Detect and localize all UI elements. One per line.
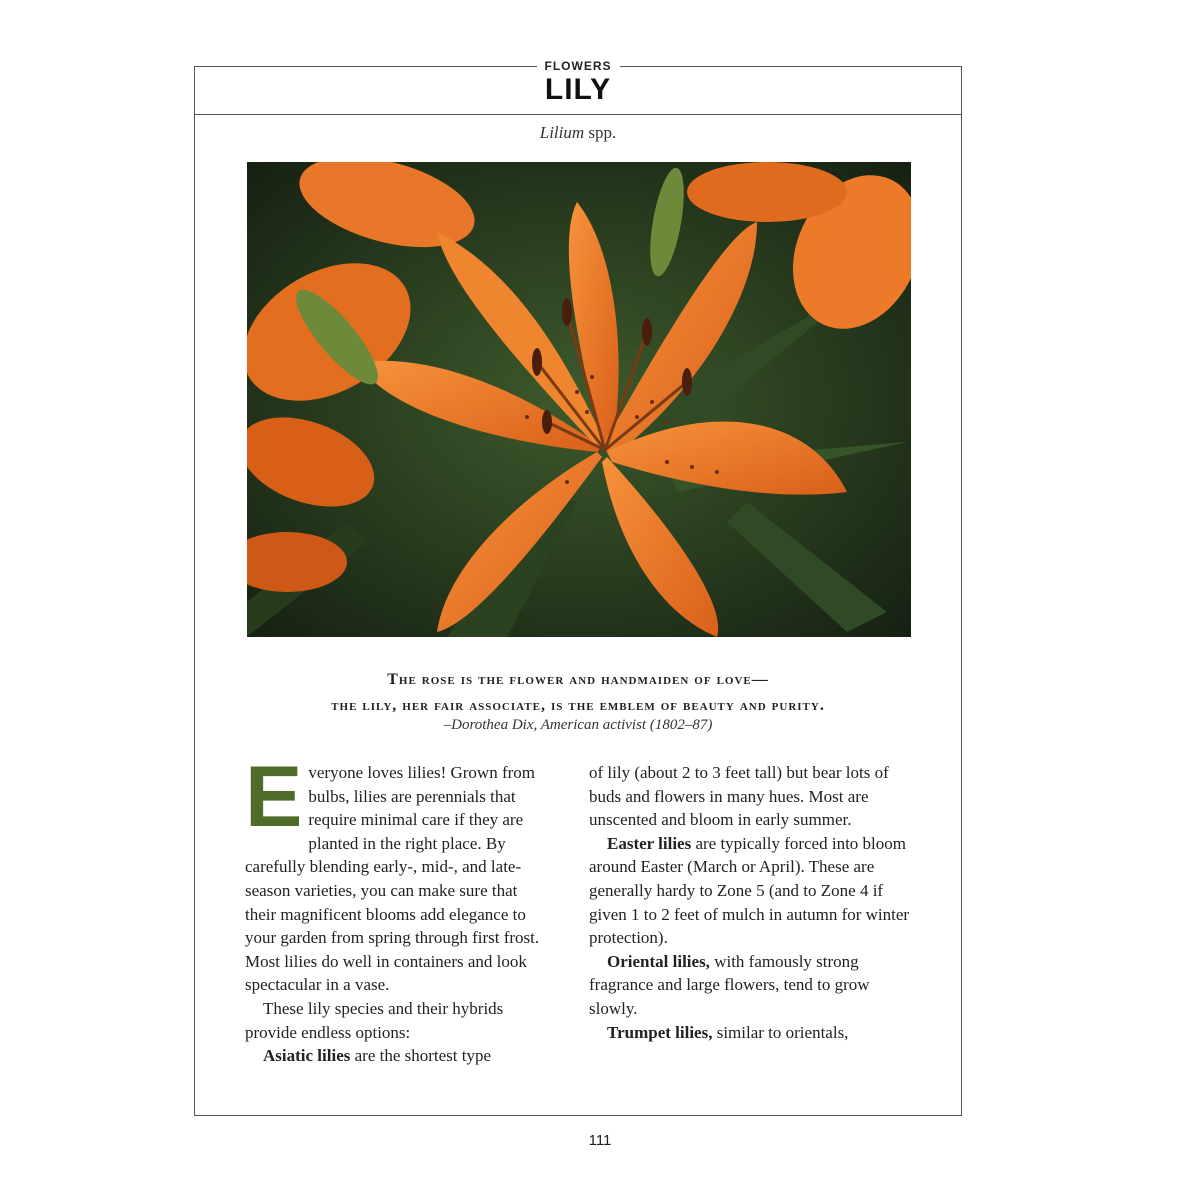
paragraph-3-text: are the shortest type	[350, 1046, 492, 1066]
term-asiatic: Asiatic lilies	[263, 1046, 351, 1066]
body-paragraph-3-continued: of lily (about 2 to 3 feet tall) but bear lots of buds and flowers in many hues. Most are unscented and bloom in early summer.	[589, 763, 889, 830]
drop-cap: E	[245, 749, 303, 845]
term-oriental: Oriental lilies,	[607, 951, 710, 971]
paragraph-4-text: are typically forced into bloom around Easter (March or April). These are generally hardy to Zone 5 (and to Zone 4 if given 1 to 2 feet of mulch in autumn for winter protection).	[589, 833, 910, 948]
paragraph-1-text: veryone loves lilies! Grown from bulbs, lilies are perennials that require minimal care if they are planted in the right place. By carefully blending early-, mid-, and late-season varieties, you can make sure that their magnificent blooms add elegance to your garden from spring through first frost. Most lilies do well in containers and look spectacular in a vase.	[245, 763, 540, 995]
title-divider	[195, 114, 961, 115]
lily-illustration	[247, 162, 911, 637]
quote-attribution: –Dorothea Dix, American activist (1802–87)	[443, 717, 713, 733]
latin-name	[195, 123, 961, 143]
latin-genus: Lilium	[539, 123, 585, 142]
latin-suffix: spp.	[584, 123, 617, 142]
term-trumpet: Trumpet lilies,	[607, 1022, 713, 1042]
body-column-right	[589, 761, 914, 1044]
quote-line-2: the lily, her fair associate, is the emblem of beauty and purity.	[331, 697, 825, 714]
paragraph-6-text: similar to orientals,	[712, 1022, 849, 1042]
section-label: FLOWERS	[195, 59, 961, 73]
body-column-left	[245, 749, 545, 1068]
page-title: LILY	[544, 73, 612, 106]
paragraph-5-text: with famously strong fragrance and large flowers, tend to grow slowly.	[589, 951, 870, 1018]
orange-lily-photo	[247, 162, 911, 637]
body-paragraph-3	[245, 1044, 545, 1068]
body-paragraph-4	[589, 832, 914, 950]
body-paragraph-6	[589, 1021, 914, 1045]
body-paragraph-1	[245, 749, 545, 997]
term-easter: Easter lilies	[607, 833, 692, 853]
page-number: 111	[588, 1132, 612, 1149]
quote-line-1: The rose is the flower and handmaiden of love—	[387, 671, 769, 688]
body-paragraph-5	[589, 950, 914, 1021]
page-frame	[194, 59, 962, 1116]
quote-block	[195, 667, 961, 719]
body-paragraph-2: These lily species and their hybrids provide endless options:	[245, 998, 504, 1042]
